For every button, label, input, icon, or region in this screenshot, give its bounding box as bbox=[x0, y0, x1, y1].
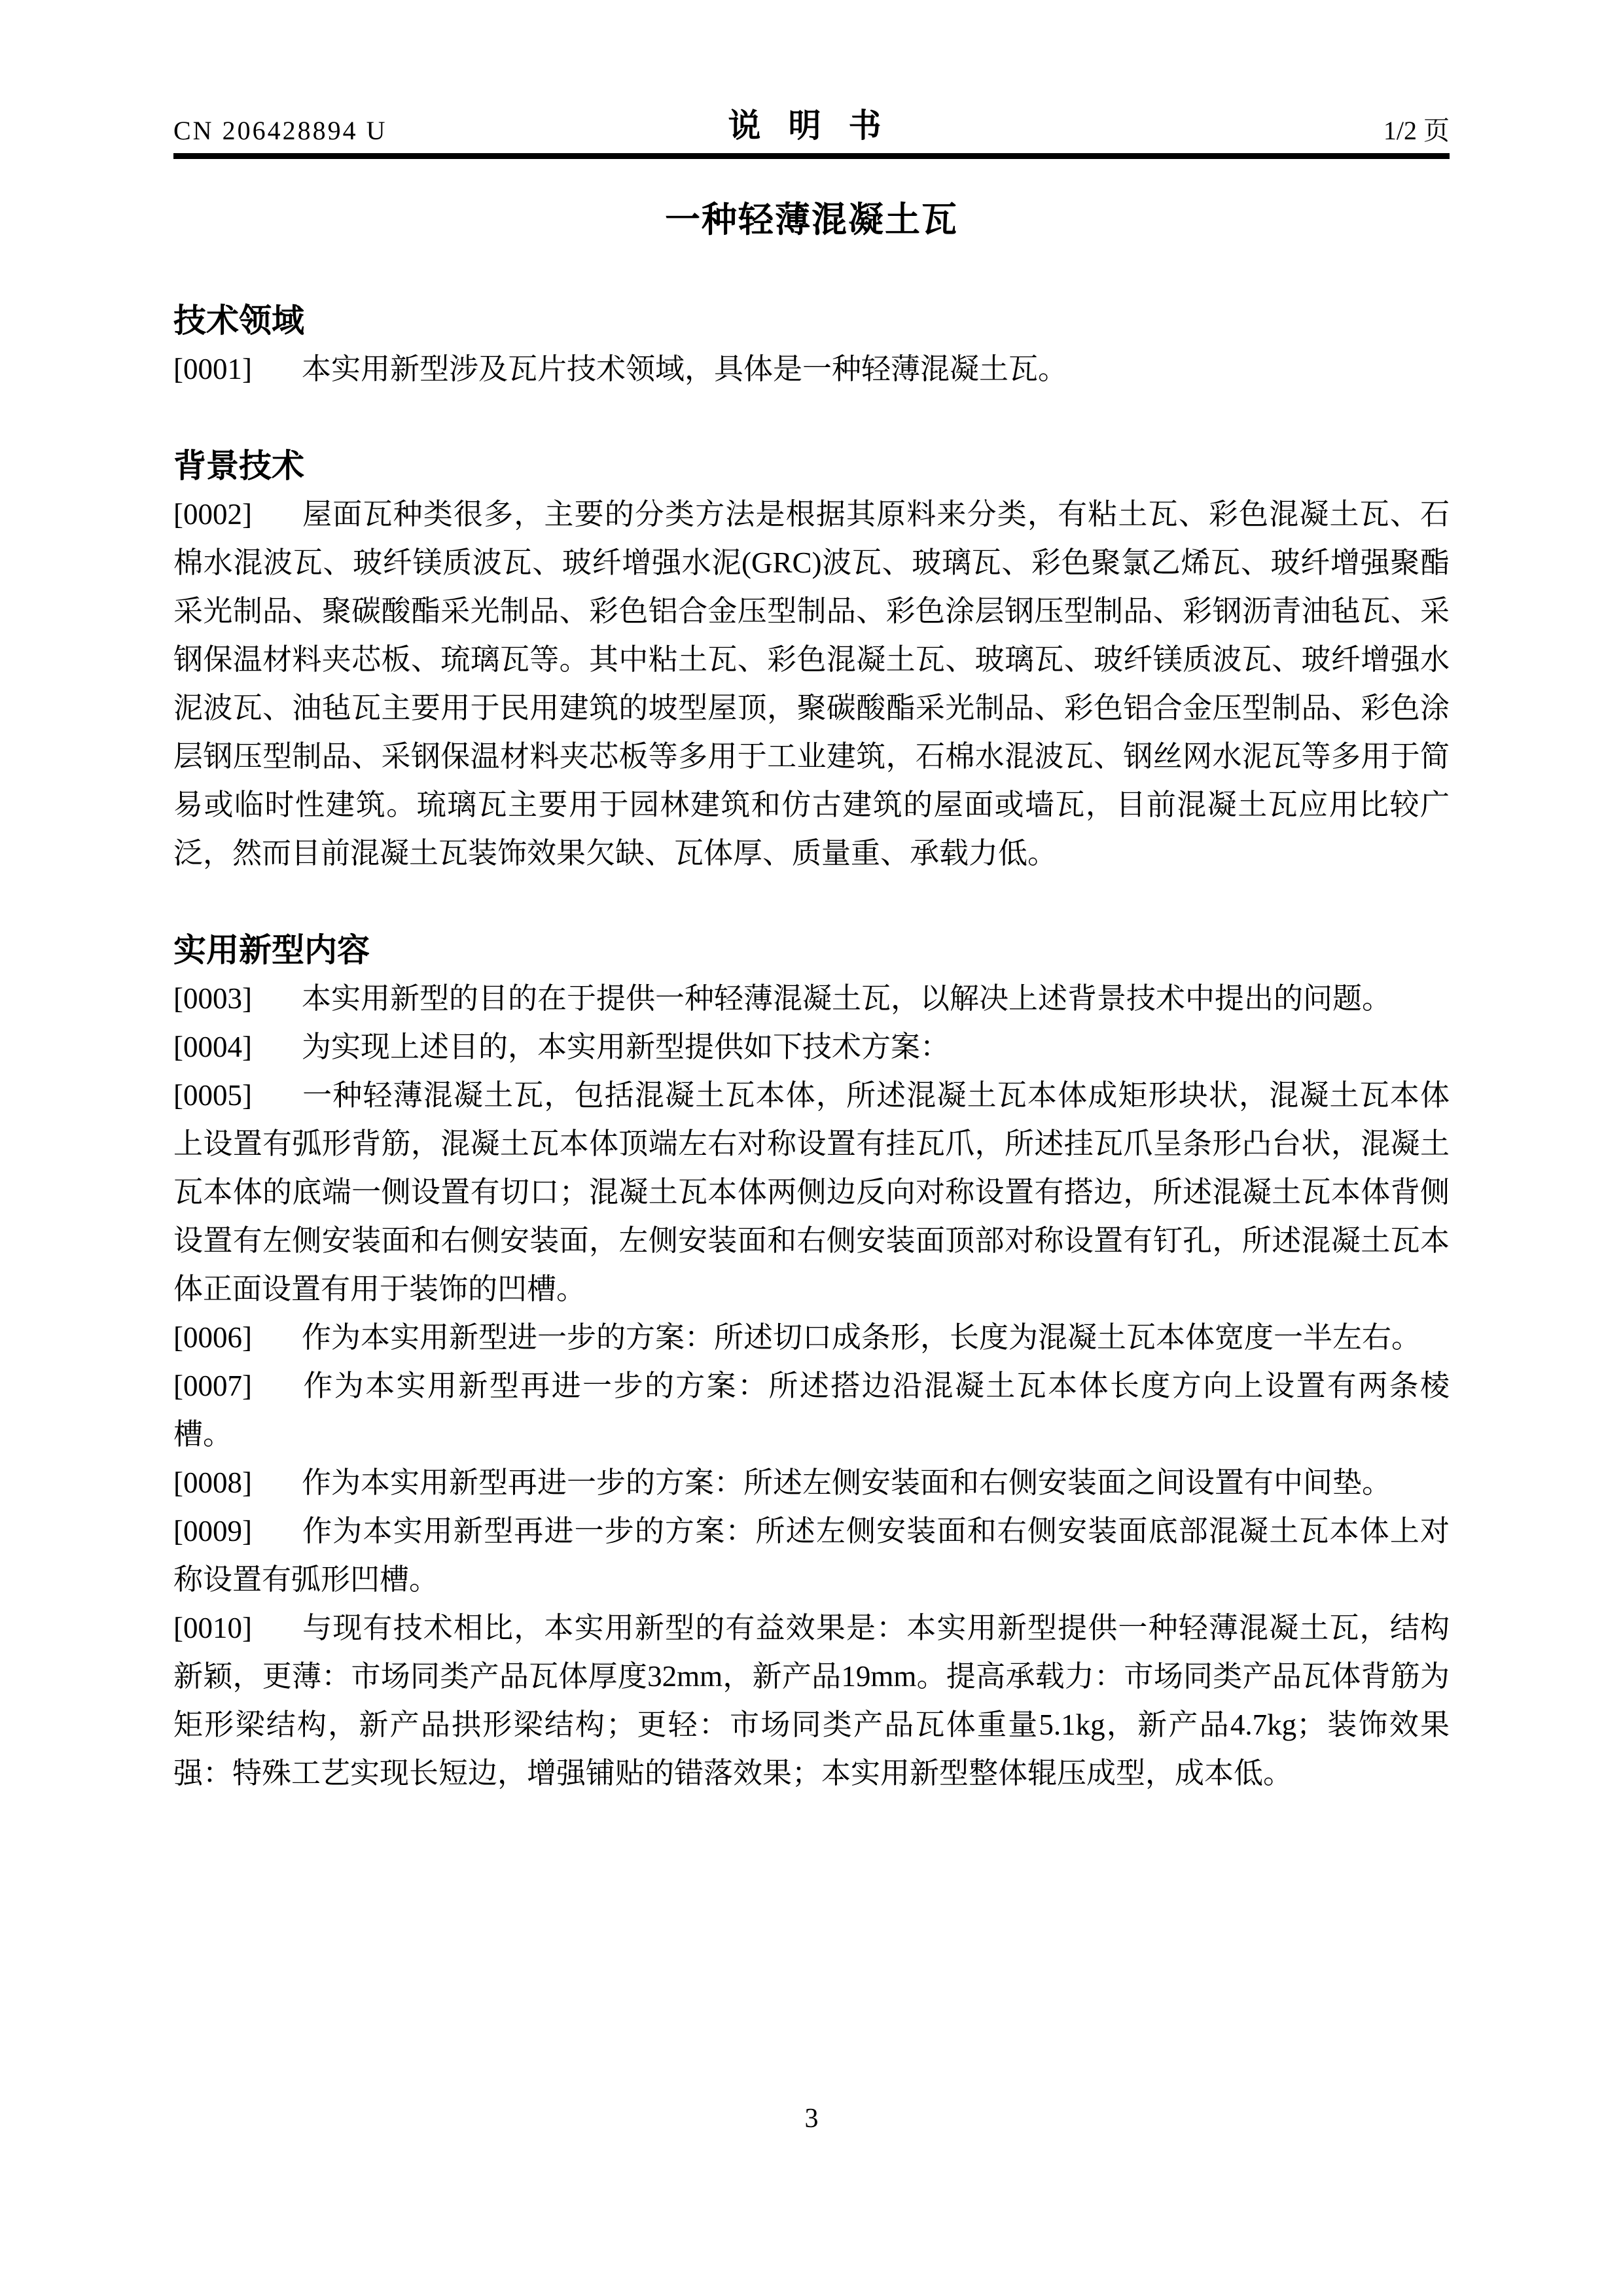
paragraph-0009 bbox=[173, 1507, 1450, 1604]
paragraph-tag: [0008] bbox=[173, 1466, 252, 1499]
paragraph-0002 bbox=[173, 490, 1450, 877]
tag-text-gap bbox=[252, 523, 302, 524]
paragraph-text: 作为本实用新型再进一步的方案：所述左侧安装面和右侧安装面底部混凝土瓦本体上对称设置有弧形凹槽。 bbox=[173, 1515, 1450, 1596]
tag-text-gap bbox=[252, 1104, 302, 1105]
invention-title: 一种轻薄混凝土瓦 bbox=[665, 200, 958, 239]
paragraph-text: 作为本实用新型进一步的方案：所述切口成条形，长度为混凝土瓦本体宽度一半左右。 bbox=[301, 1321, 1421, 1354]
paragraph-tag: [0009] bbox=[173, 1515, 252, 1547]
tag-text-gap bbox=[252, 1637, 302, 1638]
section-heading-technical-field: 技术领域 bbox=[173, 302, 304, 339]
paragraph-tag: [0003] bbox=[173, 982, 252, 1015]
page-header bbox=[173, 0, 1450, 147]
tag-text-gap bbox=[252, 1395, 302, 1396]
paragraph-text: 为实现上述目的，本实用新型提供如下技术方案： bbox=[301, 1031, 950, 1063]
header-rule bbox=[173, 153, 1450, 159]
tag-text-gap bbox=[252, 1056, 302, 1057]
paragraph-text: 屋面瓦种类很多，主要的分类方法是根据其原料来分类，有粘土瓦、彩色混凝土瓦、石棉水混波瓦、玻纤镁质波瓦、玻纤增强水泥(GRC)波瓦、玻璃瓦、彩色聚氯乙烯瓦、玻纤增强聚酯采光制品、聚碳酸酯采光制品、彩色铝合金压型制品、彩色涂层钢压型制品、彩钢沥青油毡瓦、采钢保温材料夹芯板、琉璃瓦等。其中粘土瓦、彩色混凝土瓦、玻璃瓦、玻纤镁质波瓦、玻纤增强水泥波瓦、油毡瓦主要用于民用建筑的坡型屋顶，聚碳酸酯采光制品、彩色铝合金压型制品、彩色涂层钢压型制品、采钢保温材料夹芯板等多用于工业建筑，石棉水混波瓦、钢丝网水泥瓦等多用于简易或临时性建筑。琉璃瓦主要用于园林建筑和仿古建筑的屋面或墙瓦，目前混凝土瓦应用比较广泛，然而目前混凝土瓦装饰效果欠缺、瓦体厚、质量重、承载力低。 bbox=[173, 498, 1450, 870]
paragraph-0008 bbox=[173, 1458, 1450, 1507]
paragraph-0006 bbox=[173, 1313, 1450, 1362]
document-type-title: 说明书 bbox=[728, 107, 909, 144]
paragraph-text: 作为本实用新型再进一步的方案：所述左侧安装面和右侧安装面之间设置有中间垫。 bbox=[301, 1466, 1391, 1499]
page-indicator: 1/2 页 bbox=[1383, 116, 1450, 145]
paragraph-tag: [0007] bbox=[173, 1369, 252, 1402]
paragraph-0003 bbox=[173, 974, 1450, 1023]
paragraph-text: 与现有技术相比，本实用新型的有益效果是：本实用新型提供一种轻薄混凝土瓦，结构新颖，更薄：市场同类产品瓦体厚度32mm，新产品19mm。提高承载力：市场同类产品瓦体背筋为矩形梁结构，新产品拱形梁结构；更轻：市场同类产品瓦体重量5.1kg，新产品4.7kg；装饰效果强：特殊工艺实现长短边，增强铺贴的错落效果；本实用新型整体辊压成型，成本低。 bbox=[173, 1612, 1450, 1790]
paragraph-text: 作为本实用新型再进一步的方案：所述搭边沿混凝土瓦本体长度方向上设置有两条棱槽。 bbox=[173, 1369, 1450, 1451]
paragraph-text: 本实用新型涉及瓦片技术领域，具体是一种轻薄混凝土瓦。 bbox=[301, 353, 1067, 385]
tag-text-gap bbox=[252, 378, 302, 379]
page-number: 3 bbox=[804, 2104, 819, 2134]
patent-number: CN 206428894 U bbox=[173, 116, 387, 145]
paragraph-0001 bbox=[173, 345, 1450, 393]
section-heading-utility-model-content: 实用新型内容 bbox=[173, 932, 370, 968]
paragraph-tag: [0010] bbox=[173, 1612, 252, 1644]
paragraph-0010 bbox=[173, 1604, 1450, 1797]
paragraph-0004 bbox=[173, 1023, 1450, 1071]
section-heading-background-art: 背景技术 bbox=[173, 448, 304, 484]
paragraph-tag: [0005] bbox=[173, 1079, 252, 1112]
paragraph-text: 一种轻薄混凝土瓦，包括混凝土瓦本体，所述混凝土瓦本体成矩形块状，混凝土瓦本体上设置有弧形背筋，混凝土瓦本体顶端左右对称设置有挂瓦爪，所述挂瓦爪呈条形凸台状，混凝土瓦本体的底端一侧设置有切口；混凝土瓦本体两侧边反向对称设置有搭边，所述混凝土瓦本体背侧设置有左侧安装面和右侧安装面，左侧安装面和右侧安装面顶部对称设置有钉孔，所述混凝土瓦本体正面设置有用于装饰的凹槽。 bbox=[173, 1079, 1450, 1305]
page-content bbox=[173, 0, 1450, 1797]
tag-text-gap bbox=[252, 1540, 302, 1541]
paragraph-tag: [0004] bbox=[173, 1031, 252, 1063]
paragraph-tag: [0002] bbox=[173, 498, 252, 531]
paragraph-0005 bbox=[173, 1071, 1450, 1313]
paragraph-0007 bbox=[173, 1362, 1450, 1458]
paragraph-text: 本实用新型的目的在于提供一种轻薄混凝土瓦，以解决上述背景技术中提出的问题。 bbox=[301, 982, 1391, 1015]
paragraph-tag: [0001] bbox=[173, 353, 252, 385]
paragraph-tag: [0006] bbox=[173, 1321, 252, 1354]
page-footer bbox=[0, 2099, 1623, 2138]
